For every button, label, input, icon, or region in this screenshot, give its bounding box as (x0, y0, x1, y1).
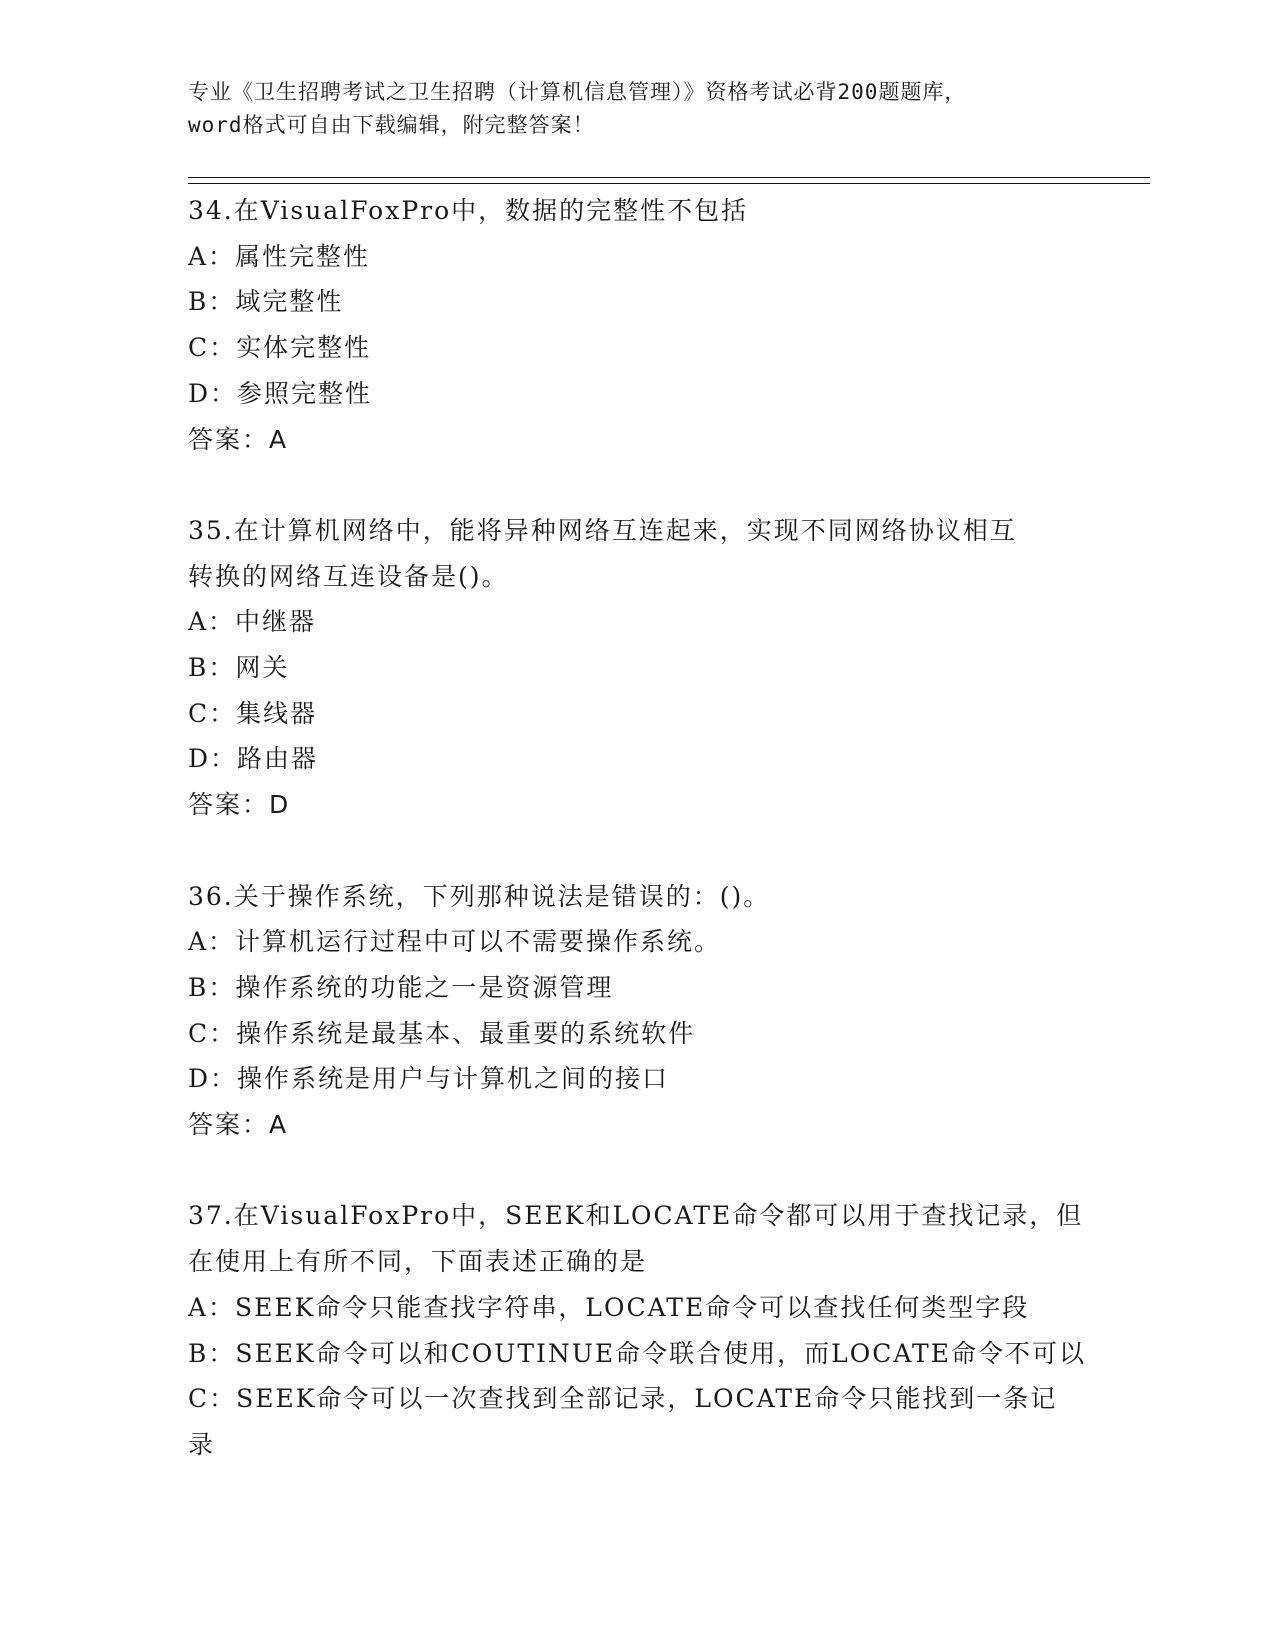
option-b: B：网关 (188, 653, 290, 683)
option-c: C：集线器 (188, 698, 318, 728)
option-a: A：计算机运行过程中可以不需要操作系统。 (188, 927, 722, 957)
header-divider-top (188, 177, 1150, 178)
question-text-continued: 在使用上有所不同，下面表述正确的是 (188, 1247, 648, 1277)
question-list (188, 188, 1088, 1468)
header-line-1: 专业《卫生招聘考试之卫生招聘（计算机信息管理）》资格考试必背200题题库， (188, 80, 967, 104)
option-d: D：操作系统是用户与计算机之间的接口 (188, 1064, 670, 1094)
option-d: D：参照完整性 (188, 378, 373, 408)
question-34 (188, 188, 1088, 462)
option-c: C：实体完整性 (188, 333, 372, 363)
header-line-2: word格式可自由下载编辑，附完整答案！ (188, 113, 595, 137)
header-divider-bottom (188, 183, 1150, 184)
option-d: D：路由器 (188, 744, 319, 774)
question-text-continued: 转换的网络互连设备是()。 (188, 561, 509, 591)
document-header (188, 76, 1088, 142)
option-a: A：SEEK命令只能查找字符串，LOCATE命令可以查找任何类型字段 (188, 1292, 1030, 1322)
option-a: A：属性完整性 (188, 241, 371, 271)
question-text: 36.关于操作系统，下列那种说法是错误的：()。 (188, 881, 771, 911)
answer-line: 答案：A (188, 424, 289, 454)
question-37 (188, 1193, 1088, 1467)
option-b: B：操作系统的功能之一是资源管理 (188, 972, 614, 1002)
option-c: C：SEEK命令可以一次查找到全部记录，LOCATE命令只能找到一条记 (188, 1384, 1058, 1414)
question-text: 37.在VisualFoxPro中，SEEK和LOCATE命令都可以用于查找记录，但 (188, 1201, 1084, 1231)
answer-line: 答案：A (188, 1110, 289, 1140)
option-c: C：操作系统是最基本、最重要的系统软件 (188, 1018, 696, 1048)
option-a: A：中继器 (188, 607, 317, 637)
question-text: 34.在VisualFoxPro中，数据的完整性不包括 (188, 196, 749, 225)
question-text: 35.在计算机网络中，能将异种网络互连起来，实现不同网络协议相互 (188, 515, 1017, 545)
option-c-continued: 录 (188, 1429, 216, 1459)
question-35 (188, 508, 1088, 828)
question-36 (188, 874, 1088, 1148)
option-b: B：SEEK命令可以和COUTINUE命令联合使用，而LOCATE命令不可以 (188, 1338, 1086, 1368)
option-b: B：域完整性 (188, 287, 344, 317)
answer-line: 答案：D (188, 790, 291, 820)
